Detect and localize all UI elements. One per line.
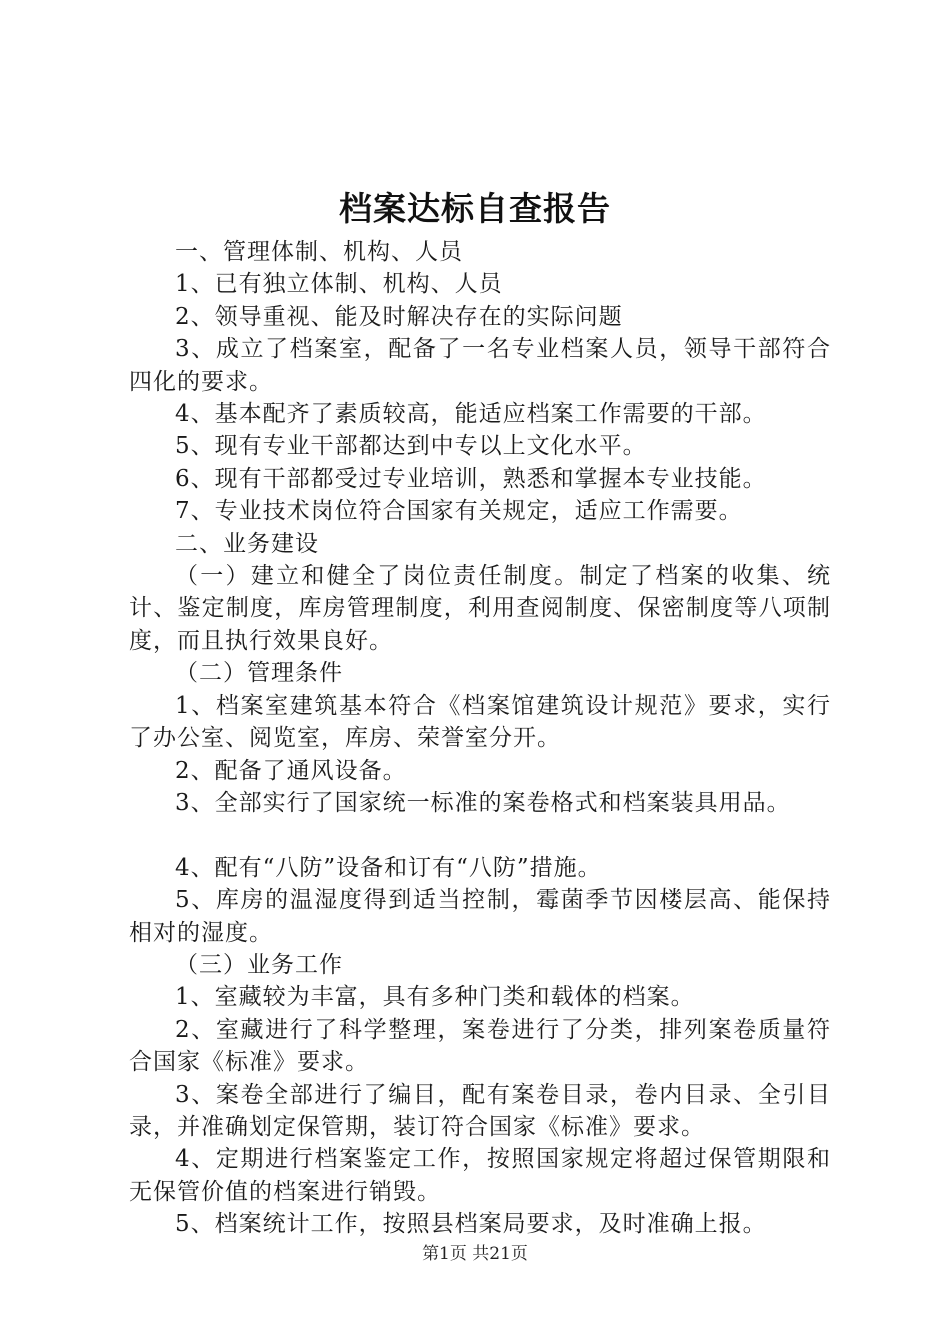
paragraph: 3、成立了档案室，配备了一名专业档案人员，领导干部符合四化的要求。 [129,336,831,395]
subsection-heading: （三）业务工作 [175,951,343,978]
document-title: 档案达标自查报告 [339,189,611,228]
paragraph: 4、基本配齐了素质较高，能适应档案工作需要的干部。 [175,401,767,428]
paragraph: 2、室藏进行了科学整理，案卷进行了分类，排列案卷质量符合国家《标准》要求。 [129,1016,831,1076]
paragraph: 5、库房的温湿度得到适当控制，霉菌季节因楼层高、能保持相对的湿度。 [129,887,831,946]
paragraph: 7、专业技术岗位符合国家有关规定，适应工作需要。 [175,498,743,525]
document-body [129,236,831,1241]
subsection-heading: （二）管理条件 [175,660,343,687]
paragraph: 4、定期进行档案鉴定工作，按照国家规定将超过保管期限和无保管价值的档案进行销毁。 [129,1146,831,1205]
paragraph: 2、领导重视、能及时解决存在的实际问题 [175,303,623,330]
paragraph: 2、配备了通风设备。 [175,757,407,784]
paragraph: 5、现有专业干部都达到中专以上文化水平。 [175,433,647,460]
section-heading: 二、业务建设 [175,530,319,557]
page-footer: 第1页 共21页 [422,1244,528,1264]
paragraph: 5、档案统计工作，按照县档案局要求，及时准确上报。 [175,1211,767,1238]
paragraph: 1、已有独立体制、机构、人员 [175,271,503,298]
paragraph: 4、配有“八防”设备和订有“八防”措施。 [175,854,602,881]
blank-line [129,819,831,851]
paragraph: 1、室藏较为丰富，具有多种门类和载体的档案。 [175,984,695,1011]
paragraph: 1、档案室建筑基本符合《档案馆建筑设计规范》要求，实行了办公室、阅览室，库房、荣誉室分开。 [129,692,831,752]
paragraph: 6、现有干部都受过专业培训，熟悉和掌握本专业技能。 [175,465,767,492]
section-heading: 一、管理体制、机构、人员 [175,239,463,265]
paragraph: 3、全部实行了国家统一标准的案卷格式和档案装具用品。 [175,789,791,816]
paragraph: （一）建立和健全了岗位责任制度。制定了档案的收集、统计、鉴定制度，库房管理制度，利用查阅制度、保密制度等八项制度，而且执行效果良好。 [129,563,831,654]
paragraph: 3、案卷全部进行了编目，配有案卷目录，卷内目录、全引目录，并准确划定保管期，装订符合国家《标准》要求。 [129,1081,831,1140]
